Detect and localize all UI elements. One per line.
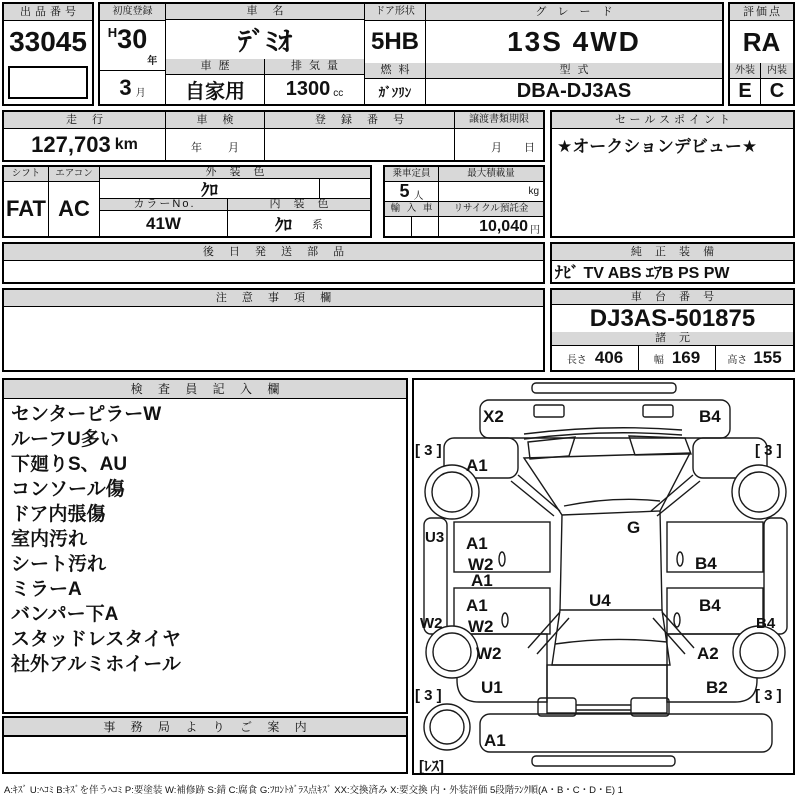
- diagram-label-door-gap: A1: [471, 571, 493, 590]
- model-code-header: 型 式: [426, 63, 722, 79]
- inspector-note: 室内汚れ: [11, 529, 88, 550]
- windshield-left-pane: [528, 437, 575, 459]
- import-car-header: 輸 入 車: [385, 202, 438, 217]
- model-code-value: DBA-DJ3AS: [516, 80, 632, 102]
- diagram-label-right-sill: B4: [756, 615, 776, 632]
- displacement-value: 1300: [285, 78, 331, 100]
- inspector-note: シート汚れ: [11, 554, 107, 575]
- capacity-value: 5: [399, 182, 410, 201]
- diagram-label-left-rear-corner: U1: [481, 678, 503, 697]
- inspector-note: スタッドレスタイヤ: [11, 629, 182, 650]
- displacement-cell: [265, 59, 364, 104]
- capacity-unit: 人: [413, 191, 424, 202]
- inspector-note: センターピラーW: [11, 404, 162, 425]
- color-shift-box: [2, 165, 372, 238]
- exterior-color-value: ｸﾛ: [100, 179, 320, 198]
- inspector-note: 社外アルミホイール: [11, 654, 181, 675]
- interior-color-suffix: 系: [312, 218, 323, 231]
- diagram-label-left-quarter: W2: [476, 644, 502, 663]
- car-name-header: 車 名: [166, 4, 364, 20]
- left-front-door-handle: [499, 552, 505, 566]
- displacement-unit: cc: [333, 88, 344, 99]
- office-box: [2, 716, 408, 774]
- caution-box: [2, 288, 545, 372]
- later-parts-header: 後 日 発 送 部 品: [4, 244, 543, 261]
- inspector-note: コンソール傷: [11, 479, 125, 500]
- rear-left-wheel-inner: [433, 633, 471, 671]
- length-value: 406: [594, 348, 624, 367]
- recycle-header: リサイクル預託金: [439, 202, 543, 217]
- spare-tire-inner: [430, 710, 464, 744]
- office-header: 事 務 局 よ り ご 案 内: [4, 718, 406, 737]
- diagram-label-tire-rear-left: [ 3 ]: [415, 687, 442, 704]
- first-registration-year: 30: [117, 24, 148, 54]
- exterior-header: 外装: [730, 63, 761, 79]
- first-registration-cell: [100, 4, 166, 104]
- year-unit: 年: [147, 56, 158, 67]
- lot-number-value: 33045: [9, 25, 87, 57]
- diagram-label-right-quarter: A2: [697, 644, 719, 663]
- interior-header: 内装: [761, 63, 793, 79]
- diagram-label-rear-bumper: A1: [484, 731, 506, 750]
- c-pillar-lines: [528, 612, 694, 654]
- score-header: 評価点: [730, 4, 793, 21]
- history-header: 車 歴: [166, 59, 264, 75]
- inspector-note: ルーフU多い: [11, 429, 119, 450]
- score-box: [728, 2, 795, 106]
- diagram-label-right-rear-corner: B2: [706, 678, 728, 697]
- car-diagram: [414, 380, 793, 773]
- right-headlight: [643, 405, 673, 417]
- recycle-value: 10,040: [479, 217, 528, 235]
- first-registration-month: 3: [119, 74, 132, 100]
- diagram-label-left-sill-top: U3: [425, 529, 445, 546]
- diagram-label-left-rear-door-2: W2: [468, 617, 494, 636]
- displacement-header: 排 気 量: [265, 59, 364, 75]
- door-shape-cell: [365, 4, 426, 104]
- diagram-label-windshield: G: [627, 518, 641, 537]
- grade-value: 13S 4WD: [507, 26, 641, 57]
- diagram-label-left-front-door-2: W2: [468, 555, 494, 574]
- inspector-note: ミラーA: [11, 579, 82, 600]
- caution-value: [4, 307, 543, 370]
- diagram-label-spare-tire: [ﾚｽ]: [419, 758, 444, 773]
- first-registration-header: 初度登録: [100, 4, 165, 21]
- shift-cell: [4, 167, 49, 236]
- aircon-header: エアコン: [49, 167, 99, 182]
- trunk: [547, 665, 667, 713]
- max-load-header: 最大積載量: [439, 167, 543, 182]
- rear-right-wheel-inner: [740, 633, 778, 671]
- chassis-box: [550, 288, 795, 372]
- taillight-connector: [576, 705, 631, 710]
- shift-header: シフト: [4, 167, 48, 182]
- interior-grade: C: [769, 80, 785, 102]
- aircon-value: AC: [58, 196, 90, 221]
- left-headlight: [534, 405, 564, 417]
- diagram-label-front-bumper-left: X2: [483, 407, 504, 426]
- equipment-box: [550, 242, 795, 284]
- diagram-label-tire-front-left: [ 3 ]: [415, 442, 442, 459]
- car-name-cell: [166, 4, 365, 104]
- exterior-color-header: 外 装 色: [100, 167, 370, 179]
- hood-curve: [564, 499, 660, 506]
- diagram-label-right-front-door: B4: [695, 554, 717, 573]
- import-car-value-cell: [385, 217, 438, 236]
- month-unit: 月: [135, 88, 146, 99]
- hood: [524, 453, 690, 515]
- exterior-color-extra-cell: [320, 179, 370, 198]
- office-value: [4, 737, 406, 772]
- inspector-note: ドア内張傷: [11, 504, 106, 525]
- caution-header: 注 意 事 項 欄: [4, 290, 543, 307]
- legend: A:ｷｽﾞ U:ﾍｺﾐ B:ｷｽﾞを伴うﾍｺﾐ P:要塗装 W:補修跡 S:錆 C:腐食 G:ﾌﾛﾝﾄｶﾞﾗｽ点ｷｽﾞ XX:交換済み X:要交換 内・外装評価 5段階ﾗﾝｸ順(A・B・C・D・E) 1: [4, 785, 623, 796]
- grade-cell: [426, 4, 722, 104]
- windshield-right-pane: [629, 436, 691, 455]
- diagram-label-right-rear-door: B4: [699, 596, 721, 615]
- diagram-label-left-front-door-1: A1: [466, 534, 488, 553]
- registration-number-value: [265, 129, 454, 160]
- inspector-notes-box: [2, 378, 408, 714]
- max-load-unit: kg: [439, 182, 543, 202]
- inspector-note: 下廻りS、AU: [11, 454, 128, 475]
- transfer-month-unit: 月: [491, 142, 502, 154]
- cabin-side-lines: [560, 511, 662, 610]
- specs-header: 諸 元: [552, 332, 793, 346]
- mileage-value: 127,703: [31, 131, 111, 157]
- inspection-month-unit: 月: [228, 142, 239, 154]
- front-right-wheel-inner: [739, 472, 779, 512]
- lot-number-header: 出品番号: [4, 4, 92, 21]
- width-label: 幅: [653, 354, 664, 366]
- exterior-grade: E: [730, 79, 761, 104]
- score-value: RA: [742, 26, 781, 57]
- recycle-unit: 円: [530, 225, 540, 236]
- car-name-value: ﾃﾞﾐｵ: [238, 26, 292, 57]
- later-parts-box: [2, 242, 545, 284]
- diagram-label-roof: U4: [589, 591, 611, 610]
- right-rear-door-handle: [674, 613, 680, 627]
- mileage-registration-box: [2, 110, 545, 162]
- chassis-value: DJ3AS-501875: [589, 305, 756, 332]
- vehicle-header-box: [98, 2, 724, 106]
- inspector-notes-list: [4, 399, 406, 712]
- color-no-header: カラーNo.: [100, 199, 228, 211]
- front-left-wheel-inner: [432, 472, 472, 512]
- history-cell: [166, 59, 265, 104]
- mileage-unit: km: [114, 135, 138, 153]
- rear-window-curve: [555, 639, 667, 644]
- damage-diagram-box: [412, 378, 795, 775]
- lot-empty-cell: [8, 66, 88, 99]
- mileage-cell: [4, 112, 166, 160]
- inspector-notes-header: 検 査 員 記 入 欄: [4, 380, 406, 399]
- equipment-header: 純 正 装 備: [552, 244, 793, 261]
- later-parts-value: [4, 261, 543, 282]
- rear-window: [552, 610, 670, 665]
- interior-color-header: 内 装 色: [228, 199, 370, 211]
- rear-bumper-strip: [532, 756, 675, 766]
- sales-point-box: [550, 110, 795, 238]
- height-label: 高さ: [727, 354, 748, 366]
- height-value: 155: [753, 348, 782, 367]
- transfer-deadline-cell: [455, 112, 543, 160]
- fuel-header: 燃 料: [365, 63, 425, 79]
- aircon-cell: [49, 167, 100, 236]
- inspector-note: バンパー下A: [11, 604, 119, 625]
- door-shape-value: 5HB: [370, 28, 419, 55]
- color-no-value: 41W: [100, 211, 228, 236]
- rear-bumper: [480, 714, 772, 752]
- door-shape-header: ドア形状: [365, 4, 425, 21]
- transfer-day-unit: 日: [524, 142, 535, 154]
- length-label: 長さ: [566, 354, 587, 366]
- fuel-value: ｶﾞｿﾘﾝ: [378, 85, 412, 100]
- transfer-deadline-header: 譲渡書類期限: [455, 112, 543, 129]
- capacity-header: 乗車定員: [385, 167, 438, 182]
- inspection-header: 車 検: [166, 112, 264, 129]
- registration-number-header: 登 録 番 号: [265, 112, 454, 129]
- width-value: 169: [671, 348, 701, 367]
- capacity-recycle-box: [383, 165, 545, 238]
- era-mark: H: [107, 25, 118, 40]
- equipment-value: ﾅﾋﾞ TV ABS ｴｱB PS PW: [555, 265, 730, 282]
- inspection-cell: [166, 112, 265, 160]
- diagram-label-left-fender: A1: [466, 456, 488, 475]
- diagram-label-left-rear-door-1: A1: [466, 596, 488, 615]
- diagram-label-left-sill-bottom: W2: [420, 615, 443, 632]
- registration-number-cell: [265, 112, 455, 160]
- sales-point-header: セールスポイント: [552, 112, 793, 129]
- grade-header: グ レ ー ド: [426, 4, 722, 21]
- mileage-header: 走 行: [4, 112, 165, 129]
- diagram-label-tire-front-right: [ 3 ]: [755, 442, 782, 459]
- lot-number-box: [2, 2, 94, 106]
- front-bumper-strip: [532, 383, 676, 393]
- history-value: 自家用: [185, 81, 245, 103]
- diagram-label-tire-rear-right: [ 3 ]: [755, 687, 782, 704]
- right-front-door-handle: [677, 552, 683, 566]
- interior-color-value: ｸﾛ: [275, 216, 292, 235]
- diagram-label-front-bumper-right: B4: [699, 407, 721, 426]
- chassis-header: 車 台 番 号: [552, 290, 793, 305]
- left-rear-door-handle: [502, 613, 508, 627]
- sales-point-value: ★オークションデビュー★: [557, 137, 758, 156]
- inspection-year-unit: 年: [191, 142, 202, 154]
- shift-value: FAT: [6, 196, 46, 221]
